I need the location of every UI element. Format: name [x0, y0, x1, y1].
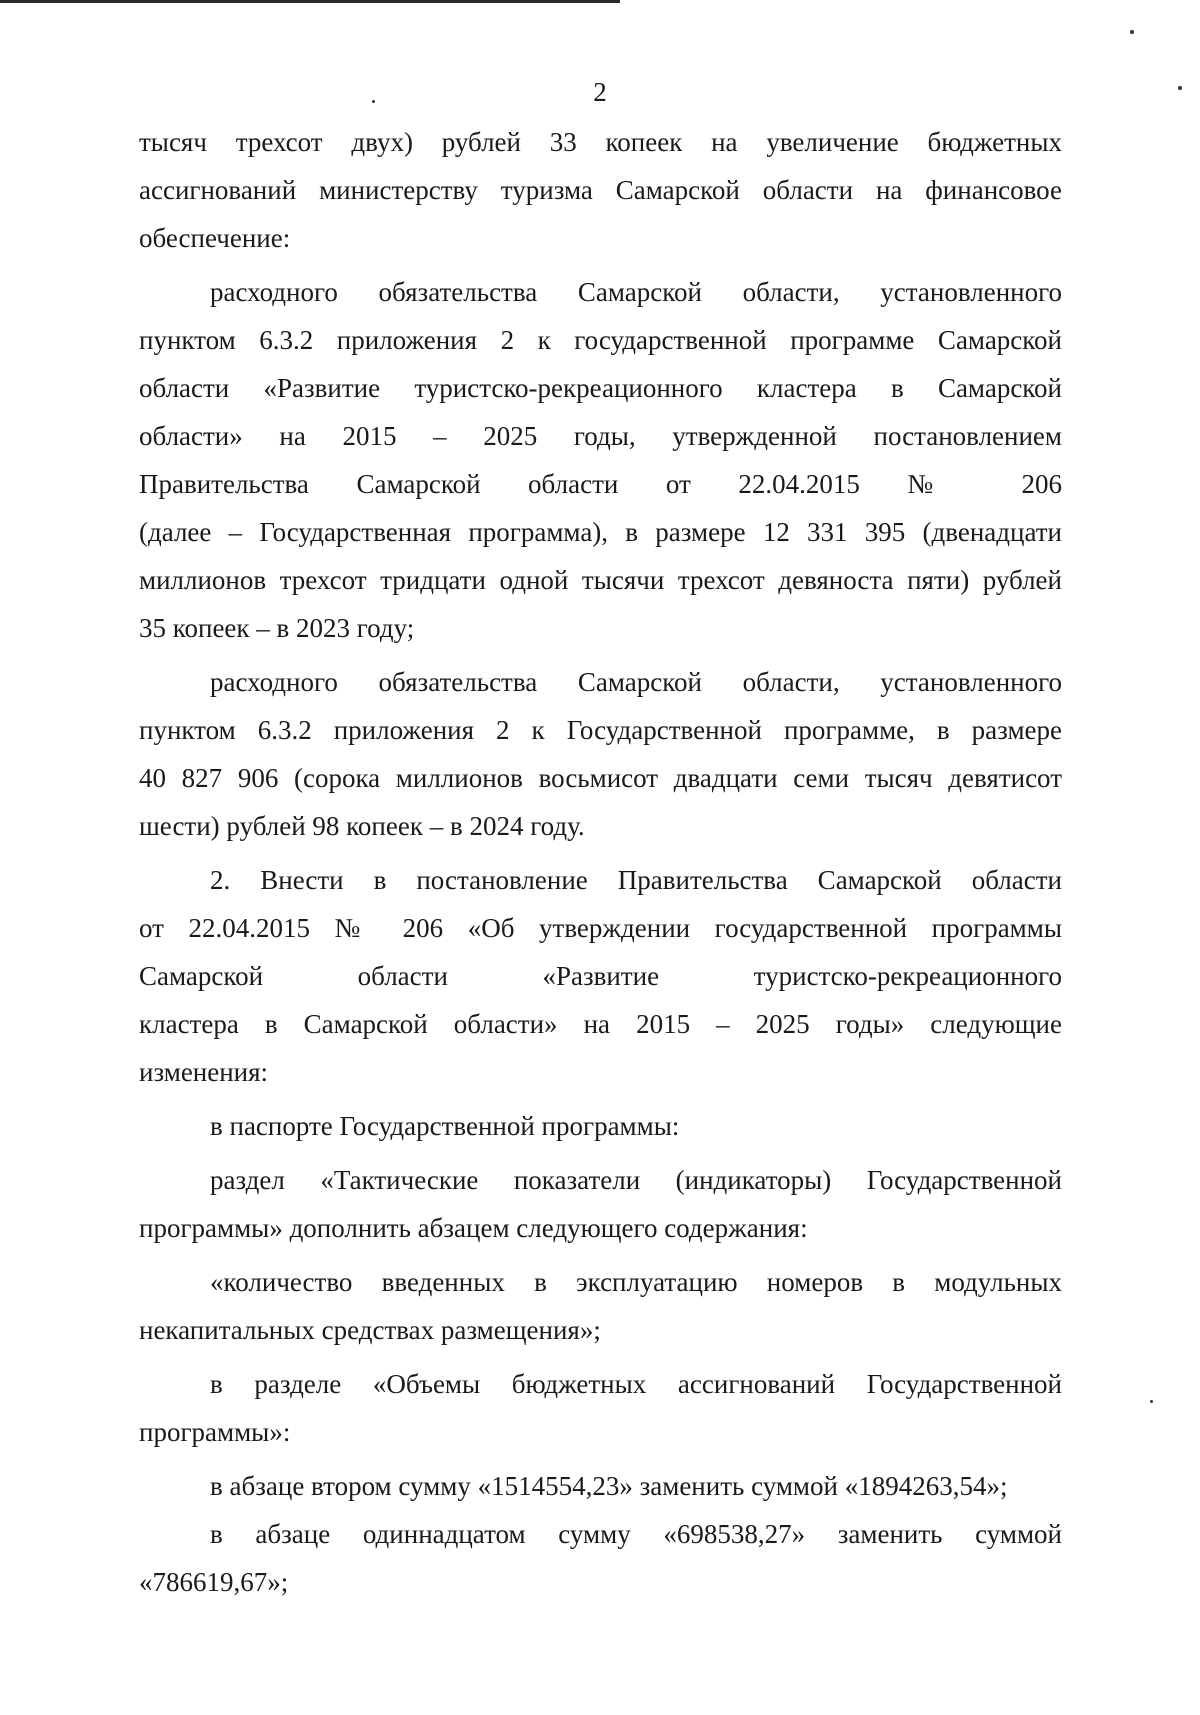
page-number: 2: [593, 77, 607, 107]
text-line: программы»:: [139, 1417, 291, 1447]
text-line: миллионов трехсот тридцати одной тысячи трехсот девяноста пяти) рублей: [139, 565, 1062, 595]
text-line: Самарской области «Развитие туристско-рекреационного: [139, 961, 1062, 991]
paragraph-eleventh-abzac: [139, 1510, 1062, 1606]
paragraph-item-2: [139, 856, 1062, 1096]
text-line: области» на 2015 – 2025 годы, утвержденной постановлением: [139, 421, 1062, 451]
paragraph-second-abzac: [139, 1462, 1062, 1510]
text-line: обеспечение:: [139, 223, 291, 253]
text-line: в паспорте Государственной программы:: [210, 1111, 680, 1141]
text-line: (далее – Государственная программа), в размере 12 331 395 (двенадцати: [139, 517, 1062, 547]
text-line: шести) рублей 98 копеек – в 2024 году.: [139, 811, 585, 841]
paragraph-passport: [139, 1102, 1062, 1150]
text-line: изменения:: [139, 1057, 269, 1087]
text-line: области «Развитие туристско-рекреационного кластера в Самарской: [139, 373, 1062, 403]
paragraph-obligation-2024: [139, 658, 1062, 850]
paragraph-continuation: [139, 118, 1062, 262]
paragraph-indicators-section: [139, 1156, 1062, 1252]
paragraph-obligation-2023: [139, 268, 1062, 652]
scan-speck: [1178, 86, 1182, 90]
text-line: тысяч трехсот двух) рублей 33 копеек на увеличение бюджетных: [139, 127, 1062, 157]
document-body: [139, 118, 1062, 1606]
text-line: расходного обязательства Самарской области, установленного: [210, 277, 1062, 307]
text-line: программы» дополнить абзацем следующего содержания:: [139, 1213, 808, 1243]
paragraph-budget-section: [139, 1360, 1062, 1456]
scan-speck: [372, 100, 375, 103]
text-line: Правительства Самарской области от 22.04.2015 № 206: [139, 469, 1062, 499]
text-line: в разделе «Объемы бюджетных ассигнований Государственной: [210, 1369, 1062, 1399]
text-line: раздел «Тактические показатели (индикаторы) Государственной: [210, 1165, 1062, 1195]
text-line: 2. Внести в постановление Правительства Самарской области: [210, 865, 1062, 895]
text-line: в абзаце втором сумму «1514554,23» заменить суммой «1894263,54»;: [210, 1471, 1008, 1501]
scan-speck: [1130, 30, 1134, 34]
text-line: 35 копеек – в 2023 году;: [139, 613, 415, 643]
text-line: 40 827 906 (сорока миллионов восьмисот двадцати семи тысяч девятисот: [139, 763, 1062, 793]
text-line: в абзаце одиннадцатом сумму «698538,27» заменить суммой: [210, 1519, 1062, 1549]
text-line: ассигнований министерству туризма Самарской области на финансовое: [139, 175, 1062, 205]
top-rule: [0, 0, 620, 3]
text-line: «786619,67»;: [139, 1567, 289, 1597]
text-line: пунктом 6.3.2 приложения 2 к Государственной программе, в размере: [139, 715, 1062, 745]
text-line: кластера в Самарской области» на 2015 – 2025 годы» следующие: [139, 1009, 1062, 1039]
text-line: от 22.04.2015 № 206 «Об утверждении государственной программы: [139, 913, 1062, 943]
paragraph-rooms-indicator: [139, 1258, 1062, 1354]
scan-speck: [1150, 1400, 1153, 1403]
text-line: «количество введенных в эксплуатацию номеров в модульных: [210, 1267, 1062, 1297]
text-line: некапитальных средствах размещения»;: [139, 1315, 601, 1345]
text-line: расходного обязательства Самарской области, установленного: [210, 667, 1062, 697]
text-line: пунктом 6.3.2 приложения 2 к государственной программе Самарской: [139, 325, 1062, 355]
